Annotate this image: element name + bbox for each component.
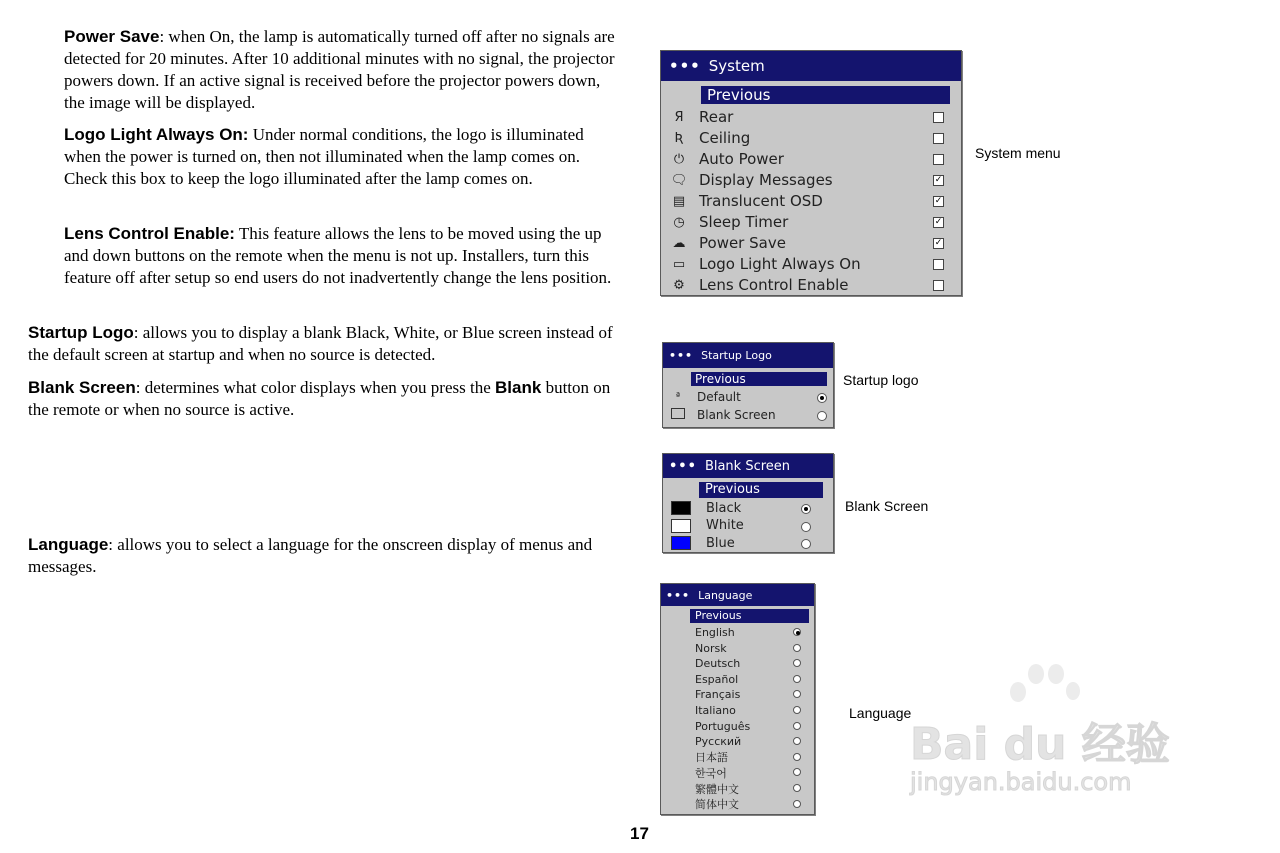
startup-option-default[interactable] [669,389,827,405]
language-caption: Language [849,705,912,721]
blank-option-blue[interactable] [671,535,829,551]
menu-title: Language [698,588,753,602]
item-label: Ceiling [699,129,751,147]
system-item-power-save[interactable] [669,233,953,253]
item-label: Auto Power [699,150,784,168]
previous-item[interactable]: Previous [701,86,950,104]
item-label: Power Save [699,234,786,252]
system-item-display-messages[interactable] [669,170,953,190]
system-item-ceiling[interactable] [669,128,953,148]
auto-power-icon: ⏻ [673,151,685,167]
menu-title: Startup Logo [701,349,772,362]
rear-icon: Я [674,109,684,125]
checkbox-checked[interactable]: ✓ [934,217,943,227]
description: : when On, the lamp is automatically turned off after no signals are detected for 20 minutes. After 10 additional minutes with no signal, the projector powers down. If an active signal is received before the projector powers down, the image will be displayed. [64,27,615,112]
watermark-url: jingyan.baidu.com [910,768,1132,796]
option-label: Blank Screen [697,408,776,422]
description-2: button on the remote or when no source is active. [28,378,611,419]
item-label: Sleep Timer [699,213,789,231]
translucent-osd-icon: ▤ [672,193,686,209]
blank-screen-menu [662,453,834,553]
page-number: 17 [630,824,649,843]
item-label: Translucent OSD [699,192,823,210]
radio[interactable] [793,659,801,667]
item-label: Lens Control Enable [699,276,849,294]
item-label: Logo Light Always On [699,255,861,273]
checkbox[interactable] [933,112,944,123]
option-label: Black [706,500,742,516]
option-label: Blue [706,535,735,551]
blank-menu-titlebar [663,454,833,478]
radio[interactable] [793,768,801,776]
system-item-auto-power[interactable] [669,149,953,169]
display-messages-icon: 🗨 [670,172,688,188]
power-save-icon: ☁ [672,235,686,251]
language-option[interactable] [695,734,807,749]
system-item-rear[interactable] [669,107,953,127]
language-option[interactable] [695,750,807,765]
ceiling-icon: Ʀ [674,130,684,146]
radio[interactable] [801,522,811,532]
blank-term: Blank [495,378,542,397]
blank-screen-icon [669,408,687,422]
description: : determines what color displays when you press the [135,378,496,397]
blank-screen-caption: Blank Screen [845,498,929,514]
radio[interactable] [793,644,801,652]
color-swatch [671,501,691,515]
lens-control-icon: ⚙ [673,277,685,293]
power-save-paragraph [64,26,624,114]
radio[interactable] [817,411,827,421]
language-option[interactable] [695,641,807,656]
radio[interactable] [793,675,801,683]
description: This feature allows the lens to be moved using the up and down buttons on the remote when the menu is not up. Installers, turn this feature off after setup so end users do not inadvertently change the lens position. [64,224,612,287]
option-label: Português [695,719,751,733]
language-option[interactable] [695,719,807,734]
menu-dots-icon: ••• [669,57,701,75]
startup-logo-caption: Startup logo [843,372,919,388]
language-option[interactable] [695,672,807,687]
radio[interactable] [793,706,801,714]
option-label: Русский [695,735,742,749]
checkbox[interactable] [933,280,944,291]
blank-option-white[interactable] [671,518,829,534]
term: Blank Screen [28,378,136,397]
startup-menu-titlebar [663,343,833,368]
term: Logo Light Always On: [64,125,249,144]
term: Language [28,535,109,554]
radio[interactable] [793,737,801,745]
checkbox[interactable] [933,154,944,165]
language-option[interactable] [695,765,807,780]
item-label: Display Messages [699,171,833,189]
radio[interactable] [793,722,801,730]
radio[interactable] [793,800,801,808]
startup-option-blank-screen[interactable] [669,407,827,423]
startup-logo-menu [662,342,834,428]
language-option[interactable] [695,625,807,640]
radio-selected[interactable] [801,504,811,514]
watermark-brand: Bai du 经验 [910,719,1170,770]
language-option[interactable] [695,703,807,718]
description: : allows you to display a blank Black, White, or Blue screen instead of the default screen at startup and when no source is detected. [28,323,613,364]
blank-option-black[interactable] [671,500,829,516]
radio[interactable] [793,753,801,761]
option-label: Español [695,672,739,686]
description: Under normal conditions, the logo is illuminated when the power is turned on, then not illuminated when the lamp comes on. Check this box to keep the logo illuminated after the lamp comes on. [64,125,584,188]
system-menu-caption: System menu [975,145,1061,161]
menu-dots-icon: ••• [666,588,691,602]
language-menu [660,583,815,815]
option-label: English [695,626,735,639]
language-option[interactable] [695,687,807,702]
option-label: 日本語 [695,751,728,765]
system-item-lens-control-enable[interactable] [669,275,953,295]
option-label: Default [697,390,741,404]
menu-dots-icon: ••• [669,349,694,362]
radio-selected[interactable] [793,628,801,636]
logo-light-paragraph [64,124,624,190]
startup-logo-paragraph [28,322,618,366]
term: Startup Logo [28,323,134,342]
checkbox-checked[interactable]: ✓ [934,238,943,248]
radio[interactable] [793,784,801,792]
lens-control-paragraph [64,223,624,289]
option-label: Deutsch [695,657,741,671]
option-label: Français [695,688,741,702]
default-logo-icon: ª [675,392,681,402]
option-label: White [706,518,744,533]
logo-light-icon: ▭ [672,256,686,272]
checkbox[interactable] [933,133,944,144]
language-paragraph [28,534,618,578]
system-menu [660,50,962,296]
system-item-sleep-timer[interactable] [669,212,953,232]
previous-item[interactable]: Previous [699,482,823,498]
system-item-translucent-osd[interactable] [669,191,953,211]
sleep-timer-icon: ◷ [673,214,685,230]
language-option[interactable] [695,656,807,671]
option-label: Norsk [695,641,727,655]
term: Lens Control Enable: [64,224,235,243]
language-option[interactable] [695,781,807,796]
option-label: Italiano [695,704,736,717]
system-menu-titlebar [661,51,961,81]
previous-item[interactable]: Previous [691,372,827,386]
language-option[interactable] [695,797,807,812]
menu-title: Blank Screen [704,458,791,474]
term: Power Save [64,27,160,46]
color-swatch [671,519,691,533]
radio[interactable] [793,690,801,698]
item-label: Rear [699,108,734,126]
option-label: 简体中文 [695,798,739,812]
menu-dots-icon: ••• [669,458,697,474]
option-label: 한국어 [695,766,727,780]
previous-item[interactable]: Previous [690,609,809,623]
checkbox-checked[interactable]: ✓ [934,175,943,185]
menu-title: System [708,57,765,75]
system-item-logo-light-always-on[interactable] [669,254,953,274]
checkbox[interactable] [933,259,944,270]
language-menu-titlebar [661,584,814,606]
radio[interactable] [801,539,811,549]
blank-screen-paragraph [28,377,618,421]
color-swatch [671,536,691,550]
description: : allows you to select a language for the onscreen display of menus and messages. [28,535,593,576]
option-label: 繁體中文 [695,782,739,796]
baidu-watermark [905,660,1205,810]
radio-selected[interactable] [817,393,827,403]
checkbox-checked[interactable]: ✓ [934,196,943,206]
